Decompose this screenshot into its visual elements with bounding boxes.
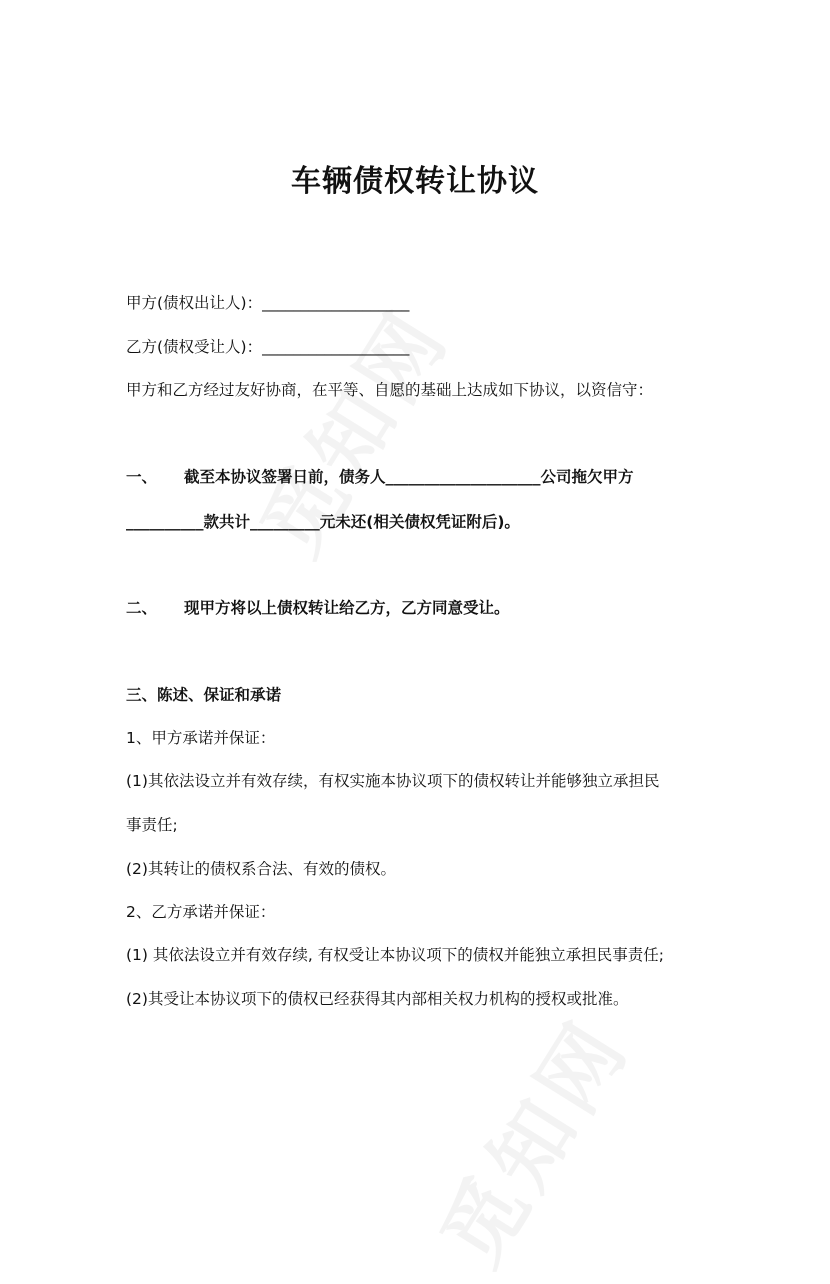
party-a-promise-heading: 1、甲方承诺并保证：: [126, 729, 276, 747]
party-a-promise-1-line-2: 事责任;: [126, 816, 178, 834]
party-a-line: 甲方(债权出让人)：___________________: [126, 294, 410, 312]
clause-2-number: 二、: [126, 599, 158, 617]
party-b-promise-2: (2)其受让本协议项下的债权已经获得其内部相关权力机构的授权或批准。: [126, 990, 629, 1008]
clause-1-number: 一、: [126, 468, 158, 486]
party-b-promise-1: (1) 其依法设立并有效存续, 有权受让本协议项下的债权并能独立承担民事责任;: [126, 946, 664, 964]
watermark: [409, 993, 651, 1284]
party-a-promise-2: (2)其转让的债权系合法、有效的债权。: [126, 860, 396, 878]
party-b-line: 乙方(债权受让人)：___________________: [126, 338, 410, 356]
document-title: 车辆债权转让协议: [291, 164, 539, 199]
party-b-promise-heading: 2、乙方承诺并保证：: [126, 903, 276, 921]
clause-1-line-2: __________款共计_________元未还(相关债权凭证附后)。: [126, 513, 520, 531]
section-3-heading: 三、陈述、保证和承诺: [126, 686, 282, 704]
party-a-promise-1-line-1: (1)其依法设立并有效存续，有权实施本协议项下的债权转让并能够独立承担民: [126, 772, 660, 790]
intro-paragraph: 甲方和乙方经过友好协商，在平等、自愿的基础上达成如下协议，以资信守：: [126, 381, 654, 399]
clause-1-line-1: 截至本协议签署日前，债务人____________________公司拖欠甲方: [184, 468, 634, 486]
clause-2-text: 现甲方将以上债权转让给乙方，乙方同意受让。: [184, 599, 510, 617]
